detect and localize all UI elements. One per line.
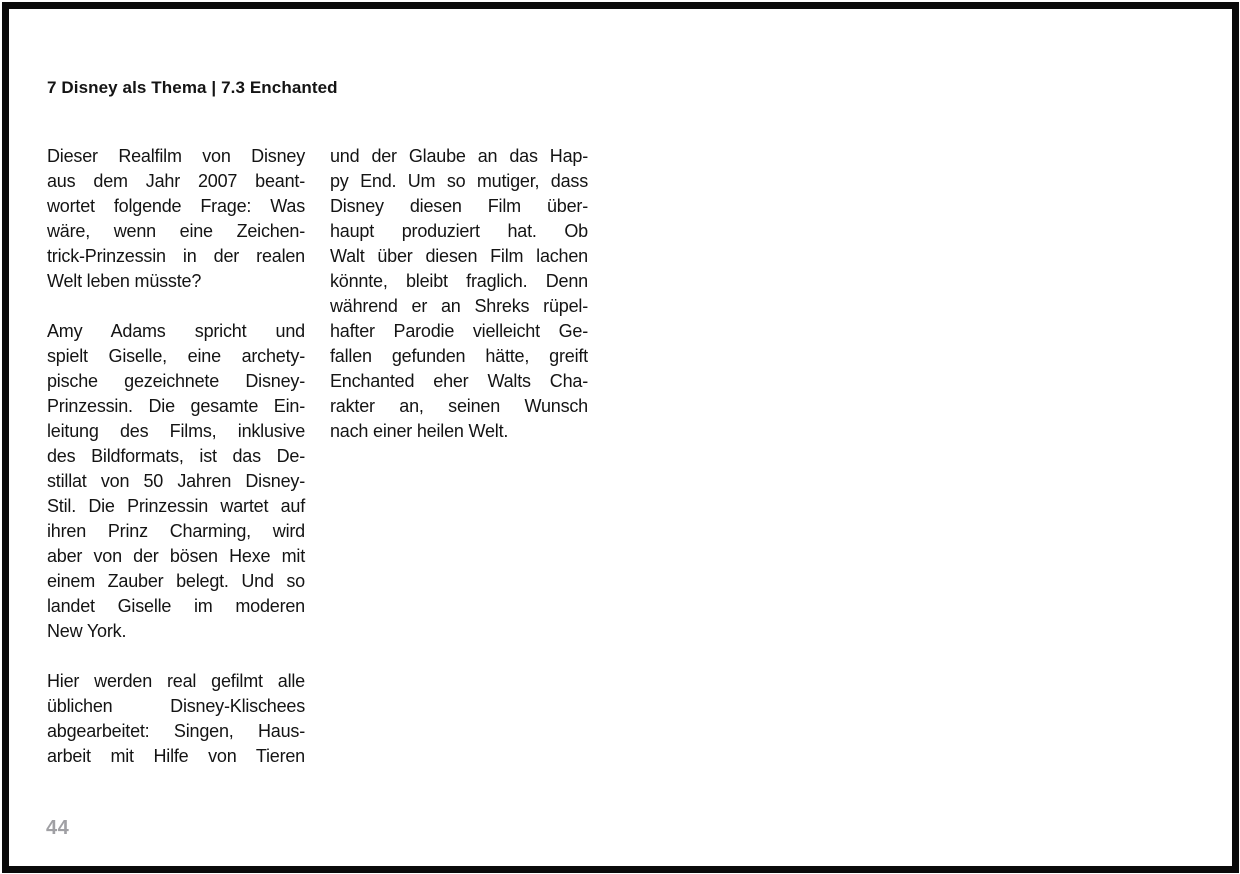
text-line: und der Glaube an das Hap- [330, 146, 588, 166]
text-columns [47, 144, 588, 769]
text-line: stillat von 50 Jahren Disney- [47, 471, 305, 491]
text-line: Enchanted eher Walts Cha- [330, 371, 588, 391]
page-number: 44 [46, 817, 70, 839]
text-line: trick-Prinzessin in der realen [47, 246, 305, 266]
text-line: aber von der bösen Hexe mit [47, 546, 305, 566]
text-line: Prinzessin. Die gesamte Ein- [47, 396, 305, 416]
text-line: einem Zauber belegt. Und so [47, 571, 305, 591]
text-line: aus dem Jahr 2007 beant- [47, 171, 305, 191]
text-line: arbeit mit Hilfe von Tieren [47, 746, 305, 766]
chapter-header: 7 Disney als Thema | 7.3 Enchanted [47, 78, 338, 97]
paragraph [47, 669, 305, 769]
text-line: Walt über diesen Film lachen [330, 246, 588, 266]
text-line: wortet folgende Frage: Was [47, 196, 305, 216]
text-column-right [330, 144, 588, 444]
text-line: New York. [47, 621, 127, 641]
text-line: des Bildformats, ist das De- [47, 446, 305, 466]
text-line: pische gezeichnete Disney- [47, 371, 305, 391]
paragraph [47, 144, 305, 294]
text-line: ihren Prinz Charming, wird [47, 521, 305, 541]
text-column-left [47, 144, 305, 769]
text-line: py End. Um so mutiger, dass [330, 171, 588, 191]
text-line: fallen gefunden hätte, greift [330, 346, 588, 366]
paragraph [330, 144, 588, 444]
paragraph [47, 319, 305, 644]
text-line: könnte, bleibt fraglich. Denn [330, 271, 588, 291]
text-line: üblichen Disney-Klischees [47, 696, 305, 716]
text-line: Disney diesen Film über- [330, 196, 588, 216]
text-line: Welt leben müsste? [47, 271, 202, 291]
text-line: landet Giselle im moderen [47, 596, 305, 616]
text-line: haupt produziert hat. Ob [330, 221, 588, 241]
text-line: Dieser Realfilm von Disney [47, 146, 305, 166]
text-line: wäre, wenn eine Zeichen- [47, 221, 305, 241]
text-line: rakter an, seinen Wunsch [330, 396, 588, 416]
text-line: leitung des Films, inklusive [47, 421, 305, 441]
text-line: während er an Shreks rüpel- [330, 296, 588, 316]
text-line: spielt Giselle, eine archety- [47, 346, 305, 366]
text-line: Hier werden real gefilmt alle [47, 671, 305, 691]
text-line: abgearbeitet: Singen, Haus- [47, 721, 305, 741]
text-line: Amy Adams spricht und [47, 321, 305, 341]
text-line: nach einer heilen Welt. [330, 421, 509, 441]
text-line: Stil. Die Prinzessin wartet auf [47, 496, 305, 516]
text-line: hafter Parodie vielleicht Ge- [330, 321, 588, 341]
